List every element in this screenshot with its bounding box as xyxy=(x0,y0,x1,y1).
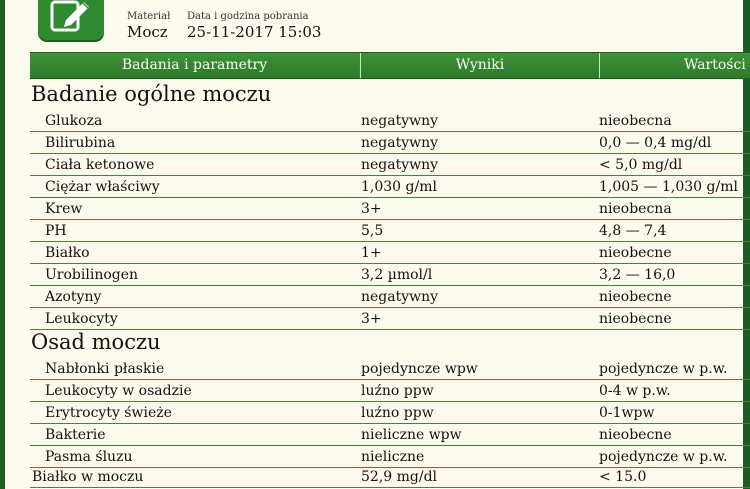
param-result: 1,030 g/ml xyxy=(361,179,437,195)
param-name: Urobilinogen xyxy=(45,267,139,283)
param-result: 5,5 xyxy=(361,223,384,239)
param-reference: 3,2 — 16,0 xyxy=(599,267,676,283)
param-name: Ciężar właściwy xyxy=(45,179,160,195)
param-reference: 0,0 — 0,4 mg/dl xyxy=(599,135,712,151)
param-result: 3+ xyxy=(361,201,382,217)
param-reference: nieobecne xyxy=(599,311,672,327)
date-label: Data i godzina pobrania xyxy=(187,11,309,22)
param-result: 3+ xyxy=(361,311,382,327)
param-name: Pasma śluzu xyxy=(45,449,133,465)
section-title-urinalysis: Badanie ogólne moczu xyxy=(31,82,272,106)
param-name: PH xyxy=(45,223,67,239)
material-value: Mocz xyxy=(127,23,168,41)
table-row xyxy=(30,264,750,286)
param-name: Białko w moczu xyxy=(32,469,144,485)
date-value: 25-11-2017 15:03 xyxy=(187,23,322,41)
param-result: nieliczne wpw xyxy=(361,427,462,443)
table-row xyxy=(30,110,750,132)
table-row xyxy=(30,466,750,488)
table-row xyxy=(30,132,750,154)
table-row xyxy=(30,220,750,242)
param-name: Nabłonki płaskie xyxy=(45,361,165,377)
param-result: luźno ppw xyxy=(361,405,434,421)
table-row xyxy=(30,424,750,446)
param-result: negatywny xyxy=(361,135,439,151)
param-name: Leukocyty xyxy=(45,311,118,327)
table-row xyxy=(30,176,750,198)
param-reference: 4,8 — 7,4 xyxy=(599,223,667,239)
column-header-parameters[interactable]: Badania i parametry xyxy=(30,53,359,78)
table-row xyxy=(30,358,750,380)
param-result: negatywny xyxy=(361,289,439,305)
param-name: Ciała ketonowe xyxy=(45,157,155,173)
param-result: 52,9 mg/dl xyxy=(361,469,438,485)
material-label: Materiał xyxy=(127,11,171,22)
param-reference: pojedyncze w p.w. xyxy=(599,449,728,465)
param-name: Bakterie xyxy=(45,427,106,443)
left-border xyxy=(0,0,5,489)
param-result: negatywny xyxy=(361,113,439,129)
param-name: Erytrocyty świeże xyxy=(45,405,172,421)
param-name: Azotyny xyxy=(45,289,102,305)
param-result: 3,2 µmol/l xyxy=(361,267,433,283)
table-header xyxy=(30,52,750,79)
param-result: nieliczne xyxy=(361,449,425,465)
param-result: luźno ppw xyxy=(361,383,434,399)
param-name: Krew xyxy=(45,201,83,217)
param-reference: nieobecne xyxy=(599,289,672,305)
param-name: Bilirubina xyxy=(45,135,116,151)
section-title-sediment: Osad moczu xyxy=(31,330,161,354)
param-result: 1+ xyxy=(361,245,382,261)
table-row xyxy=(30,242,750,264)
column-header-results[interactable]: Wyniki xyxy=(360,53,599,78)
param-result: negatywny xyxy=(361,157,439,173)
column-header-reference[interactable]: Wartości xyxy=(599,53,750,78)
param-reference: 0-4 w p.w. xyxy=(599,383,671,399)
param-reference: < 15.0 xyxy=(599,469,647,485)
param-reference: nieobecne xyxy=(599,427,672,443)
param-reference: nieobecna xyxy=(599,201,672,217)
param-reference: nieobecna xyxy=(599,113,672,129)
param-reference: 1,005 — 1,030 g/ml xyxy=(599,179,738,195)
param-reference: < 5,0 mg/dl xyxy=(599,157,683,173)
table-row xyxy=(30,446,750,468)
param-reference: pojedyncze w p.w. xyxy=(599,361,728,377)
table-row xyxy=(30,286,750,308)
param-name: Leukocyty w osadzie xyxy=(45,383,192,399)
param-name: Białko xyxy=(45,245,90,261)
table-row xyxy=(30,154,750,176)
param-reference: nieobecne xyxy=(599,245,672,261)
table-row xyxy=(30,198,750,220)
param-result: pojedyncze wpw xyxy=(361,361,478,377)
table-row xyxy=(30,402,750,424)
param-reference: 0-1wpw xyxy=(599,405,655,421)
edit-icon xyxy=(38,0,104,40)
param-name: Glukoza xyxy=(45,113,103,129)
table-row xyxy=(30,380,750,402)
table-row xyxy=(30,308,750,330)
